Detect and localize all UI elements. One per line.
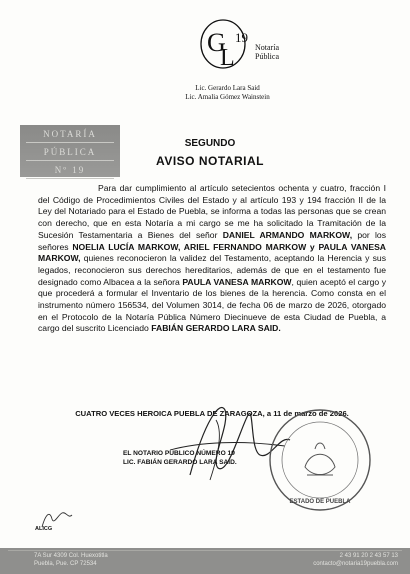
notice-body [38, 183, 386, 335]
notary-name-1: Lic. Gerardo Lara Said [195, 84, 260, 92]
notice-ordinal: SEGUNDO [184, 138, 236, 149]
signer-name: LIC. FABIÁN GERARDO LARA SAID. [123, 459, 237, 466]
executor-name: PAULA VANESA MARKOW [182, 276, 292, 287]
deceased-name: DANIEL ARMANDO MARKOW, [222, 229, 353, 240]
body-text-2: por los señores [38, 229, 386, 252]
notice-paragraph [38, 183, 386, 335]
logo-caption-line2: Pública [255, 52, 279, 61]
notaria-stamp-block [20, 125, 120, 177]
footer-address-line2: Puebla, Pue. CP 72534 [34, 561, 97, 567]
footer-bar [0, 548, 410, 574]
footer-contact [313, 552, 398, 568]
body-text-3: quienes reconocieron la validez del Testamento, aceptando la Herencia y sus legados, reconocieron sus derechos hereditarios, además de que en el testamento fue designado como Albacea a la señora [38, 253, 386, 287]
seal-text: ESTADO DE PUEBLA [289, 499, 351, 505]
notary-names [0, 84, 410, 102]
signer-title: EL NOTARIO PÚBLICO NÚMERO 19 [123, 450, 235, 457]
notary-name-2: Lic. Amalia Gómez Wainstein [185, 93, 270, 101]
heirs-names: NOELIA LUCÍA MARKOW, ARIEL FERNANDO MARKOW y PAULA VANESA MARKOW, [38, 241, 387, 264]
body-text-4: , quien aceptó el cargo y que procederá a formular el Inventario de los bienes de la herencia. Como consta en el instrumento número 156534, del Volumen 3014, de fecha 06 de marzo de 2026, otorgado en el Protocolo de la Notaría Pública Número Diecinueve de esta Ciudad de Puebla, a cargo del suscrito Licenciado [38, 276, 387, 334]
notary-full-name: FABIÁN GERARDO LARA SAID. [151, 323, 281, 334]
footer-address-line1: 7A Sur 4309 Col. Huexotitla [34, 553, 108, 559]
body-text-1: Para dar cumplimiento al artículo setecientos ochenta y cuatro, fracción I del Código de Procedimientos Civiles del Estado y al artículo 193 y 194 fracción II de la Ley del Notariado para el Estado de Puebla, se informa a todas las personas que se crean con derecho, que en esta Notaría a mi cargo se me ha solicitado la Tramitación de la Sucesión Testamentaria a Bienes del señor [38, 183, 386, 240]
notaria-block-line: PÚBLICA [26, 145, 114, 161]
footer-divider [8, 550, 402, 551]
logo-caption [255, 43, 279, 61]
svg-text:19: 19 [235, 30, 248, 45]
notaria-block-line: NOTARÍA [26, 127, 114, 143]
notaria-block-line: Nº 19 [26, 163, 114, 179]
notary-seal-icon [265, 405, 375, 515]
footer-email: contacto@notaria19puebla.com [313, 561, 398, 567]
footer-phones: 2 43 91 20 2 43 57 13 [339, 553, 398, 559]
notice-title: AVISO NOTARIAL [156, 154, 264, 168]
city-date-line: CUATRO VECES HEROICA PUEBLA DE ZARAGOZA, a 11 de marzo de 2026. [75, 409, 349, 418]
footer-address [34, 552, 108, 568]
svg-text:G: G [207, 28, 226, 57]
logo-caption-line1: Notaría [255, 43, 279, 52]
svg-text:L: L [220, 45, 235, 71]
initials-label: ALICG [35, 526, 53, 532]
